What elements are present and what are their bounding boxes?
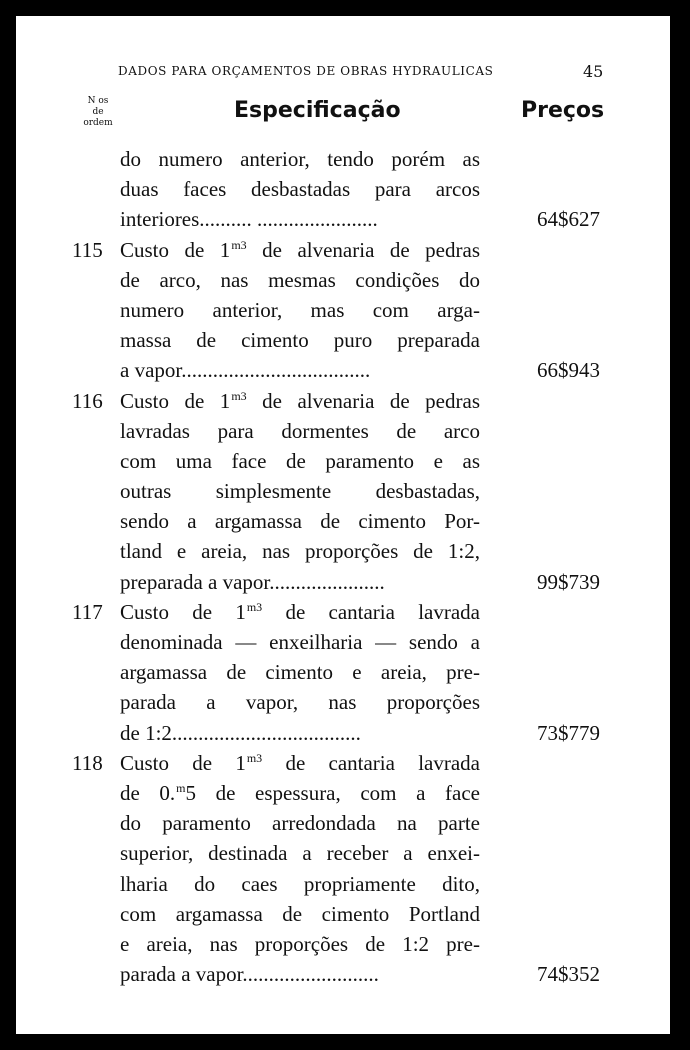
- line-text: interiores.......... .......................: [120, 207, 378, 232]
- text-line: [16, 567, 670, 597]
- column-headers: [16, 96, 670, 136]
- line-text: de arco, nas mesmas condições do: [120, 267, 480, 292]
- book-page: [16, 16, 670, 1034]
- unit-superscript: m3: [231, 388, 247, 403]
- line-text: argamassa de cimento e areia, pre-: [120, 660, 480, 685]
- text-line: [16, 386, 670, 416]
- text-line: [16, 325, 670, 355]
- line-text: numero anterior, mas com arga-: [120, 297, 480, 322]
- line-text: parada a vapor, nas proporções: [120, 690, 480, 715]
- line-text: superior, destinada a receber a enxei-: [120, 841, 480, 866]
- line-text: a vapor....................................: [120, 358, 371, 383]
- line-text: Custo de $1^{m3}$ de alvenaria de pedras: [120, 388, 480, 413]
- text-line: [16, 476, 670, 506]
- entry-number: 116: [72, 388, 103, 413]
- text-line: [16, 929, 670, 959]
- line-text: parada a vapor..........................: [120, 962, 379, 987]
- text-line: [16, 506, 670, 536]
- entry-price: 66$943: [537, 358, 600, 383]
- text-line: [16, 718, 670, 748]
- line-text: com argamassa de cimento Portland: [120, 901, 480, 926]
- text-line: [16, 627, 670, 657]
- entry-price: 64$627: [537, 207, 600, 232]
- text-line: [16, 899, 670, 929]
- text-line: [16, 265, 670, 295]
- text-line: [16, 869, 670, 899]
- text-line: [16, 144, 670, 174]
- entry-price: 74$352: [537, 962, 600, 987]
- unit-superscript: m3: [246, 599, 263, 614]
- line-text: de 0.$^m$5 de espessura, com a face: [120, 780, 480, 805]
- ordem-column-label: N os de ordem: [83, 96, 113, 128]
- text-line: [16, 687, 670, 717]
- line-text: duas faces desbastadas para arcos: [120, 177, 480, 202]
- line-text: Custo de $1^{m3}$ de cantaria lavrada: [120, 750, 480, 775]
- entry-price: 73$779: [537, 720, 600, 745]
- text-line: [16, 295, 670, 325]
- line-text: preparada a vapor......................: [120, 569, 385, 594]
- line-text: de 1:2....................................: [120, 720, 361, 745]
- precos-column-label: Preços: [521, 98, 605, 123]
- text-line: [16, 204, 670, 234]
- especificacao-column-label: Especificação: [234, 98, 401, 123]
- entry-number: 115: [72, 237, 103, 262]
- text-line: [16, 748, 670, 778]
- line-text: denominada — enxeilharia — sendo a: [120, 630, 480, 654]
- unit-superscript: m3: [231, 237, 247, 252]
- line-text: tland e areia, nas proporções de 1:2,: [120, 539, 480, 564]
- line-text: massa de cimento puro preparada: [120, 328, 480, 353]
- entry-price: 99$739: [537, 569, 600, 594]
- text-line: [16, 355, 670, 385]
- unit-superscript: m3: [246, 750, 263, 765]
- line-text: Custo de $1^{m3}$ de alvenaria de pedras: [120, 237, 480, 262]
- text-line: [16, 174, 670, 204]
- text-line: [16, 778, 670, 808]
- text-line: [16, 416, 670, 446]
- entry-number: 117: [72, 599, 103, 624]
- price-entries: [16, 144, 670, 989]
- line-text: outras simplesmente desbastadas,: [120, 479, 480, 504]
- running-title: DADOS PARA ORÇAMENTOS DE OBRAS HYDRAULICAS: [118, 64, 494, 78]
- line-text: sendo a argamassa de cimento Por-: [120, 509, 480, 534]
- unit-superscript: m: [176, 780, 186, 795]
- text-line: [16, 536, 670, 566]
- running-head: [16, 64, 670, 84]
- line-text: e areia, nas proporções de 1:2 pre-: [120, 931, 480, 956]
- page-number: 45: [583, 62, 604, 81]
- text-line: [16, 657, 670, 687]
- text-line: [16, 959, 670, 989]
- text-line: [16, 597, 670, 627]
- line-text: do numero anterior, tendo porém as: [120, 147, 480, 171]
- text-line: [16, 235, 670, 265]
- text-line: [16, 808, 670, 838]
- line-text: Custo de $1^{m3}$ de cantaria lavrada: [120, 599, 480, 624]
- text-line: [16, 838, 670, 868]
- entry-number: 118: [72, 750, 103, 775]
- line-text: lharia do caes propriamente dito,: [120, 871, 480, 896]
- line-text: lavradas para dormentes de arco: [120, 418, 480, 443]
- text-line: [16, 446, 670, 476]
- line-text: do paramento arredondada na parte: [120, 811, 480, 836]
- line-text: com uma face de paramento e as: [120, 448, 480, 473]
